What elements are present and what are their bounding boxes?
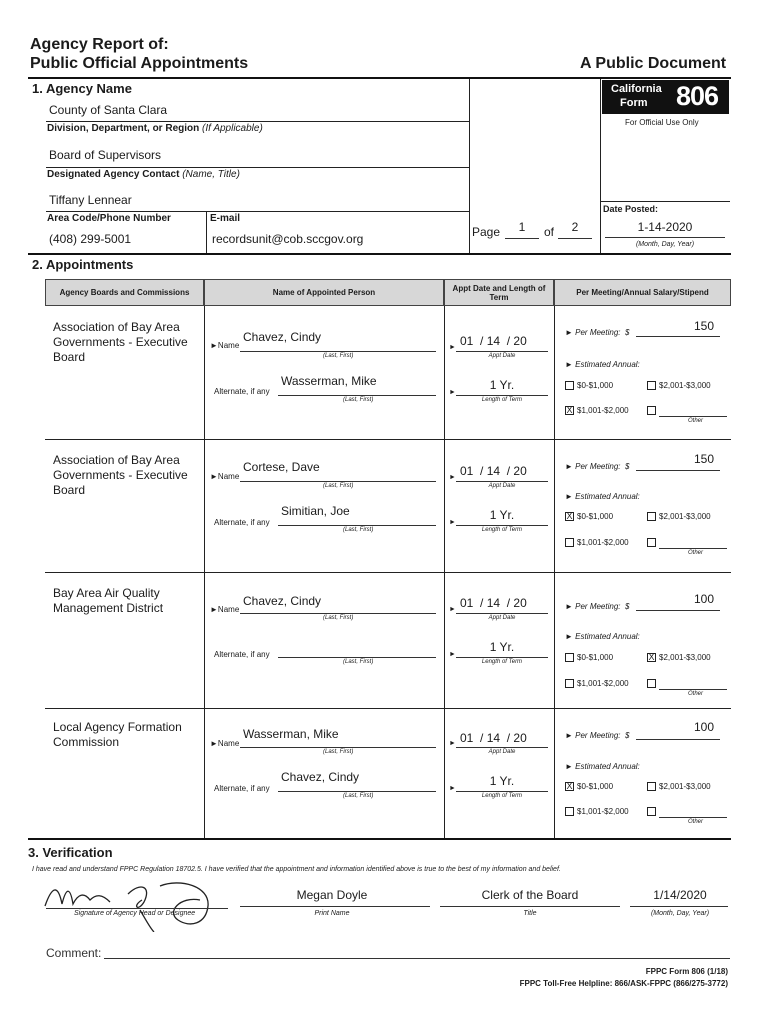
public-document-label: A Public Document [580, 55, 727, 72]
checkbox-0-1000[interactable] [565, 381, 574, 390]
print-name-value: Megan Doyle [296, 888, 368, 902]
checkbox-other[interactable] [647, 679, 656, 688]
est-annual-label: ► Estimated Annual: [565, 762, 640, 771]
other-label: Other [688, 819, 704, 825]
term-length: 1 Yr. [489, 508, 515, 522]
agency-name-value: County of Santa Clara [49, 103, 168, 117]
comment-label: Comment: [46, 946, 102, 960]
last-first-hint: (Last, First) [323, 483, 354, 489]
opt-label: $1,001-$2,000 [577, 538, 629, 547]
alternate-name: Simitian, Joe [281, 504, 350, 518]
appt-date-hint: Appt Date [488, 749, 516, 755]
other-label: Other [688, 550, 704, 556]
appointee-name: Cortese, Dave [243, 460, 320, 474]
appt-date: 01 / 14 / 20 [460, 464, 527, 478]
last-first-hint: (Last, First) [343, 397, 374, 403]
appointee-name: Chavez, Cindy [243, 594, 322, 608]
opt-label: $0-$1,000 [577, 782, 614, 791]
table-row [0, 708, 770, 838]
term-length-hint: Length of Term [481, 659, 523, 665]
arrow-icon: ► [449, 474, 456, 481]
term-length: 1 Yr. [489, 640, 515, 654]
section1-heading: 1. Agency Name [32, 81, 132, 96]
per-meeting-value: 100 [694, 592, 715, 606]
section3-heading: 3. Verification [28, 845, 113, 860]
table-row [0, 439, 770, 572]
alternate-label: Alternate, if any [214, 784, 270, 793]
checkbox-2001-3000[interactable] [647, 782, 656, 791]
last-first-hint: (Last, First) [323, 749, 354, 755]
arrow-icon: ► [449, 519, 456, 526]
col-boards-header: Agency Boards and Commissions [45, 279, 204, 306]
title-label: Title [523, 910, 537, 917]
opt-label: $2,001-$3,000 [659, 782, 711, 791]
report-title-line1: Agency Report of: [30, 36, 169, 53]
division-label: Division, Department, or Region (If Applicable) [47, 123, 263, 134]
per-meeting-value: 150 [694, 452, 715, 466]
checkbox-1001-2000[interactable] [565, 807, 574, 816]
signature-label: Signature of Agency Head or Designee [74, 910, 196, 917]
opt-label: $1,001-$2,000 [577, 807, 629, 816]
last-first-hint: (Last, First) [343, 793, 374, 799]
alternate-name: Chavez, Cindy [281, 770, 360, 784]
opt-label: $2,001-$3,000 [659, 381, 711, 390]
arrow-icon: ► [449, 740, 456, 747]
opt-label: $1,001-$2,000 [577, 406, 629, 415]
term-length: 1 Yr. [489, 774, 515, 788]
date-posted-hint: (Month, Day, Year) [635, 241, 695, 248]
checkbox-other[interactable] [647, 538, 656, 547]
badge-form: Form [620, 97, 648, 109]
appt-date-hint: Appt Date [488, 615, 516, 621]
term-length-hint: Length of Term [481, 527, 523, 533]
est-annual-label: ► Estimated Annual: [565, 632, 640, 641]
opt-label: $2,001-$3,000 [659, 653, 711, 662]
col-date-header: Appt Date and Length of Term [444, 279, 554, 306]
section1-divider-right [600, 79, 601, 254]
badge-california: California [611, 83, 662, 95]
term-length-hint: Length of Term [481, 793, 523, 799]
checkbox-2001-3000[interactable] [647, 381, 656, 390]
table-row [0, 572, 770, 708]
name-label: ►Name [210, 605, 240, 614]
alternate-label: Alternate, if any [214, 518, 270, 527]
checkbox-2001-3000[interactable]: X [648, 652, 655, 662]
title-value: Clerk of the Board [481, 888, 579, 902]
opt-label: $0-$1,000 [577, 512, 614, 521]
name-label: ►Name [210, 341, 240, 350]
form-id: FPPC Form 806 (1/18) [645, 967, 728, 976]
last-first-hint: (Last, First) [343, 527, 374, 533]
checkbox-0-1000[interactable] [565, 653, 574, 662]
checkbox-1001-2000[interactable]: X [566, 405, 573, 415]
signature-image [40, 876, 240, 932]
appointee-name: Wasserman, Mike [243, 727, 339, 741]
appt-date: 01 / 14 / 20 [460, 731, 527, 745]
header-rule [28, 77, 731, 79]
term-length-hint: Length of Term [481, 397, 523, 403]
name-label: ►Name [210, 472, 240, 481]
arrow-icon: ► [449, 651, 456, 658]
verification-date-value: 1/14/2020 [653, 888, 707, 902]
per-meeting-value: 150 [694, 319, 715, 333]
alternate-name: Wasserman, Mike [281, 374, 377, 388]
table-row [0, 306, 770, 439]
page-label: Page [472, 225, 501, 239]
form-806-badge [602, 80, 729, 114]
email-label: E-mail [210, 213, 241, 224]
other-label: Other [688, 691, 704, 697]
checkbox-0-1000[interactable]: X [566, 781, 573, 791]
opt-label: $0-$1,000 [577, 381, 614, 390]
checkbox-2001-3000[interactable] [647, 512, 656, 521]
checkbox-0-1000[interactable]: X [566, 511, 573, 521]
phone-value: (408) 299-5001 [49, 232, 132, 246]
board-name: Local Agency Formation Commission [53, 720, 182, 749]
checkbox-1001-2000[interactable] [565, 679, 574, 688]
col-name-header: Name of Appointed Person [204, 279, 444, 306]
other-label: Other [688, 418, 704, 424]
page-number: 1 [518, 220, 526, 234]
appt-date: 01 / 14 / 20 [460, 334, 527, 348]
last-first-hint: (Last, First) [323, 353, 354, 359]
helpline: FPPC Toll-Free Helpline: 866/ASK-FPPC (866/275-3772) [519, 979, 728, 988]
est-annual-label: ► Estimated Annual: [565, 360, 640, 369]
term-length: 1 Yr. [489, 378, 515, 392]
per-meeting-value: 100 [694, 720, 715, 734]
page-total: 2 [571, 220, 579, 234]
date-posted-label: Date Posted: [603, 204, 659, 214]
appt-date-hint: Appt Date [488, 483, 516, 489]
phone-label: Area Code/Phone Number [47, 213, 171, 224]
date-posted-value: 1-14-2020 [637, 220, 693, 234]
per-meeting-label: ► Per Meeting: $ [565, 328, 630, 337]
report-title-line2: Public Official Appointments [30, 55, 249, 72]
print-name-label: Print Name [314, 910, 350, 917]
board-name: Association of Bay Area Governments - Executive Board [53, 453, 188, 497]
email-value: recordsunit@cob.sccgov.org [212, 232, 364, 246]
checkbox-other[interactable] [647, 406, 656, 415]
alternate-label: Alternate, if any [214, 650, 270, 659]
page-of: of [544, 225, 555, 239]
last-first-hint: (Last, First) [343, 659, 374, 665]
division-value: Board of Supervisors [49, 148, 162, 162]
comment-field[interactable] [104, 958, 730, 959]
contact-label: Designated Agency Contact (Name, Title) [47, 169, 240, 180]
arrow-icon: ► [449, 606, 456, 613]
col-salary-header: Per Meeting/Annual Salary/Stipend [554, 279, 731, 306]
appt-date-hint: Appt Date [488, 353, 516, 359]
appointee-name: Chavez, Cindy [243, 330, 322, 344]
contact-value: Tiffany Lennear [49, 193, 132, 207]
section2-heading: 2. Appointments [32, 257, 134, 272]
name-label: ►Name [210, 739, 240, 748]
opt-label: $2,001-$3,000 [659, 512, 711, 521]
official-use-label: For Official Use Only [625, 118, 699, 127]
arrow-icon: ► [449, 389, 456, 396]
appt-date: 01 / 14 / 20 [460, 596, 527, 610]
board-name: Association of Bay Area Governments - Executive Board [53, 320, 188, 364]
opt-label: $0-$1,000 [577, 653, 614, 662]
badge-number: 806 [676, 81, 719, 111]
checkbox-other[interactable] [647, 807, 656, 816]
last-first-hint: (Last, First) [323, 615, 354, 621]
arrow-icon: ► [449, 344, 456, 351]
alternate-label: Alternate, if any [214, 387, 270, 396]
board-name: Bay Area Air Quality Management District [53, 586, 164, 615]
per-meeting-label: ► Per Meeting: $ [565, 602, 630, 611]
est-annual-label: ► Estimated Annual: [565, 492, 640, 501]
arrow-icon: ► [449, 785, 456, 792]
section1-divider-left [469, 79, 470, 254]
checkbox-1001-2000[interactable] [565, 538, 574, 547]
verification-date-label: (Month, Day, Year) [650, 910, 710, 917]
opt-label: $1,001-$2,000 [577, 679, 629, 688]
per-meeting-label: ► Per Meeting: $ [565, 731, 630, 740]
per-meeting-label: ► Per Meeting: $ [565, 462, 630, 471]
verification-statement: I have read and understand FPPC Regulation 18702.5. I have verified that the appointment and information identified above is true to the best of my information and belief. [32, 866, 561, 873]
